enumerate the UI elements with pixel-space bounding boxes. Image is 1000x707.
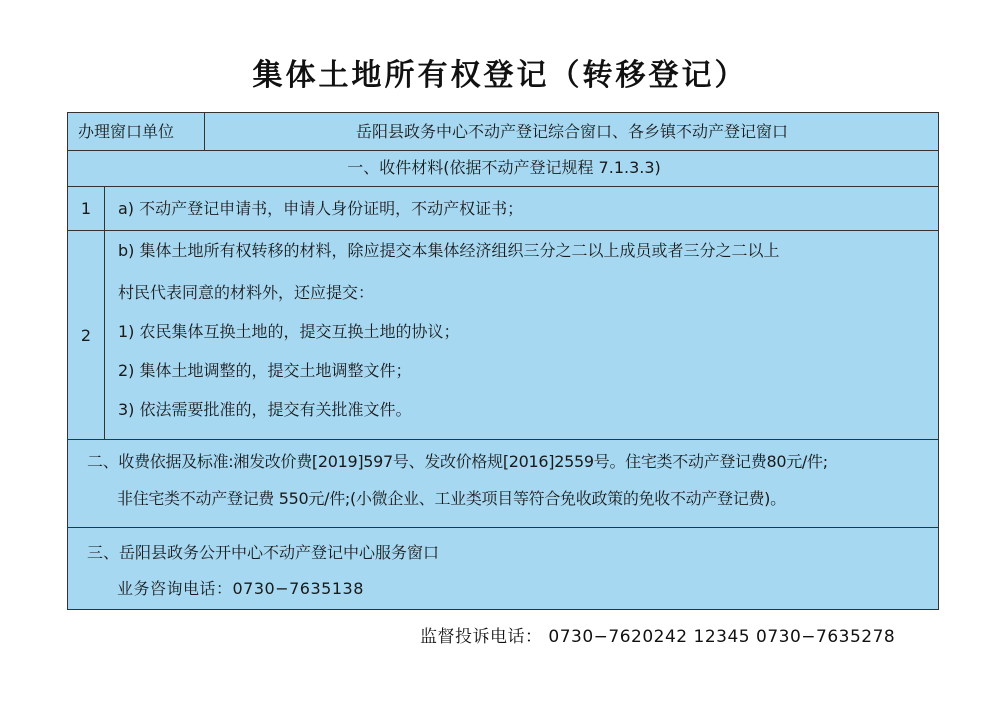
fees-line: 非住宅类不动产登记费 550元/件;(小微企业、工业类项目等符合免收政策的免收不动产登记费)。	[117, 489, 786, 508]
complaint-phone: 监督投诉电话： 0730−7620242 12345 0730−7635278	[420, 627, 896, 647]
item-line: b) 集体土地所有权转移的材料，除应提交本集体经济组织三分之二以上成员或者三分之二以上	[118, 241, 780, 260]
item-line: 1) 农民集体互换土地的，提交互换土地的协议；	[118, 322, 460, 341]
column-divider	[104, 186, 105, 439]
page-title: 集体土地所有权登记（转移登记）	[252, 58, 748, 93]
office-label: 办理窗口单位	[78, 122, 175, 141]
row-divider	[68, 186, 938, 187]
row-divider	[68, 230, 938, 231]
item-number: 1	[80, 199, 92, 218]
materials-heading: 一、收件材料(依据不动产登记规程 7.1.3.3)	[347, 158, 661, 177]
row-divider	[68, 527, 938, 528]
item-line: a) 不动产登记申请书，申请人身份证明，不动产权证书；	[118, 199, 524, 218]
service-heading: 三、岳阳县政务公开中心不动产登记中心服务窗口	[87, 543, 440, 562]
item-line: 村民代表同意的材料外，还应提交：	[118, 283, 375, 302]
row-divider	[68, 150, 938, 151]
service-phone: 业务咨询电话：0730−7635138	[117, 579, 364, 598]
fees-line: 二、收费依据及标准:湘发改价费[2019]597号、发改价格规[2016]2559号。住宅类不动产登记费80元/件;	[87, 452, 828, 471]
info-table	[67, 112, 939, 610]
item-line: 3) 依法需要批准的，提交有关批准文件。	[118, 400, 412, 419]
item-line: 2) 集体土地调整的，提交土地调整文件；	[118, 361, 412, 380]
office-value: 岳阳县政务中心不动产登记综合窗口、各乡镇不动产登记窗口	[355, 122, 788, 141]
row-divider	[68, 439, 938, 440]
item-number: 2	[80, 326, 92, 345]
